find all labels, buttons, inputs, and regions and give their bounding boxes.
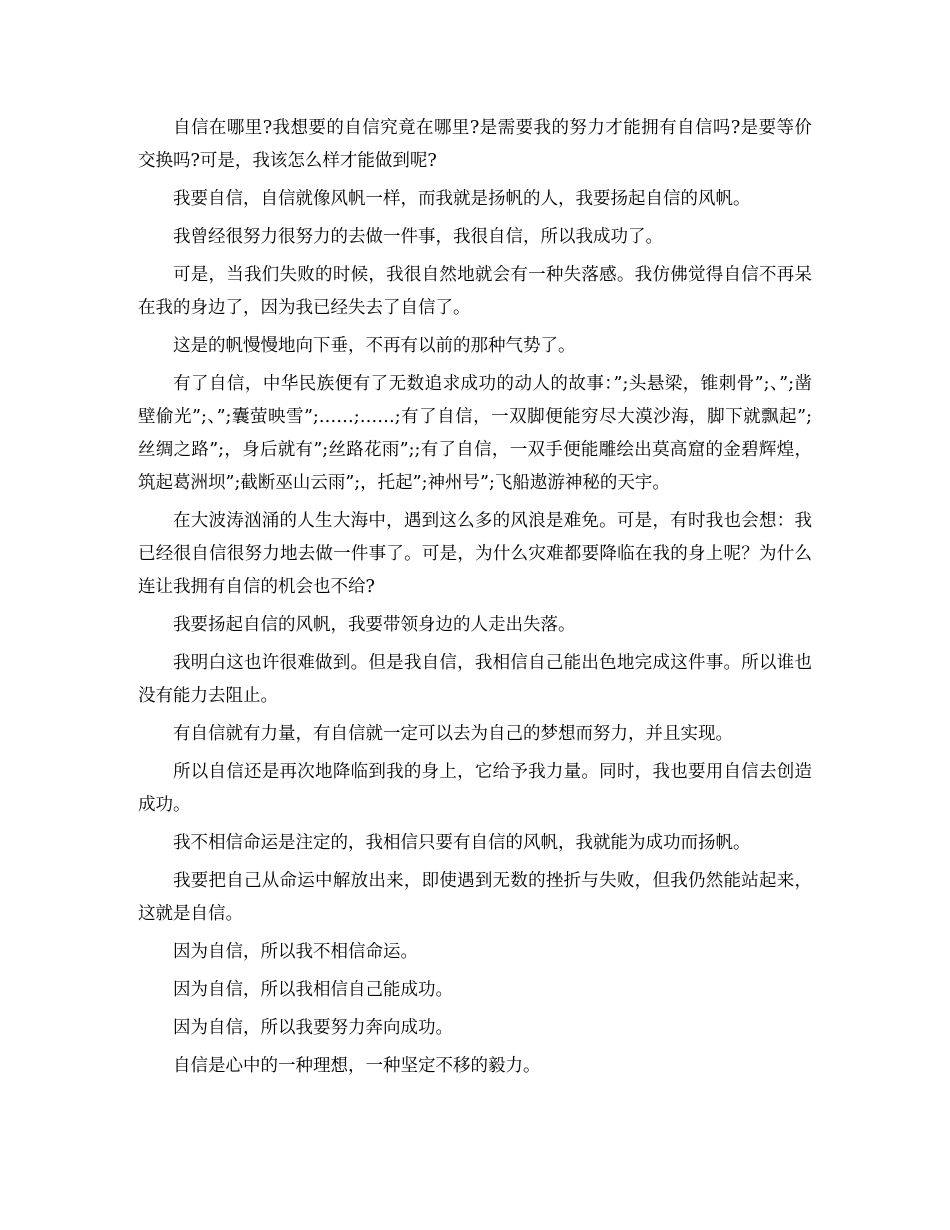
paragraph: 所以自信还是再次地降临到我的身上，它给予我力量。同时，我也要用自信去创造成功。 [138, 762, 812, 815]
paragraph: 可是，当我们失败的时候，我很自然地就会有一种失落感。我仿佛觉得自信不再呆在我的身边了，因为我已经失去了自信了。 [138, 265, 812, 318]
paragraph: 我要扬起自信的风帆，我要带领身边的人走出失落。 [173, 615, 576, 635]
paragraph: 这是的帆慢慢地向下垂，不再有以前的那种气势了。 [173, 336, 576, 356]
paragraph: 我曾经很努力很努力的去做一件事，我很自信，所以我成功了。 [173, 227, 663, 247]
paragraph: 有自信就有力量，有自信就一定可以去为自己的梦想而努力，并且实现。 [173, 724, 733, 744]
paragraph: 因为自信，所以我相信自己能成功。 [173, 980, 453, 1000]
paragraph: 我要把自己从命运中解放出来，即使遇到无数的挫折与失败，但我仍然能站起来，这就是自信。 [138, 871, 812, 924]
paragraph: 因为自信，所以我不相信命运。 [173, 942, 418, 962]
paragraph: 我明白这也许很难做到。但是我自信，我相信自己能出色地完成这件事。所以谁也没有能力去阻止。 [138, 653, 812, 706]
paragraph: 我要自信，自信就像风帆一样，而我就是扬帆的人，我要扬起自信的风帆。 [173, 189, 751, 209]
paragraph: 因为自信，所以我要努力奔向成功。 [173, 1018, 453, 1038]
paragraph: 有了自信，中华民族便有了无数追求成功的动人的故事：”;头悬梁，锥刺骨”;、”;凿壁偷光”;、”;囊萤映雪”;……;……;有了自信，一双脚便能穷尽大漠沙海，脚下就飘起”;丝绸之路”;，身后就有”;丝路花雨”;;有了自信，一双手便能雕绘出莫高窟的金碧辉煌，筑起葛洲坝”;截断巫山云雨”;，托起”;神州号”;飞船遨游神秘的天宇。 [138, 374, 812, 493]
document-body [138, 112, 812, 1088]
paragraph: 在大波涛汹涌的人生大海中，遇到这么多的风浪是难免。可是，有时我也会想：我已经很自信很努力地去做一件事了。可是，为什么灾难都要降临在我的身上呢？为什么连让我拥有自信的机会也不给? [138, 511, 812, 597]
paragraph: 自信是心中的一种理想，一种坚定不移的毅力。 [173, 1056, 541, 1076]
paragraph: 自信在哪里?我想要的自信究竟在哪里?是需要我的努力才能拥有自信吗?是要等价交换吗?可是，我该怎么样才能做到呢? [138, 118, 812, 171]
paragraph: 我不相信命运是注定的，我相信只要有自信的风帆，我就能为成功而扬帆。 [173, 833, 751, 853]
